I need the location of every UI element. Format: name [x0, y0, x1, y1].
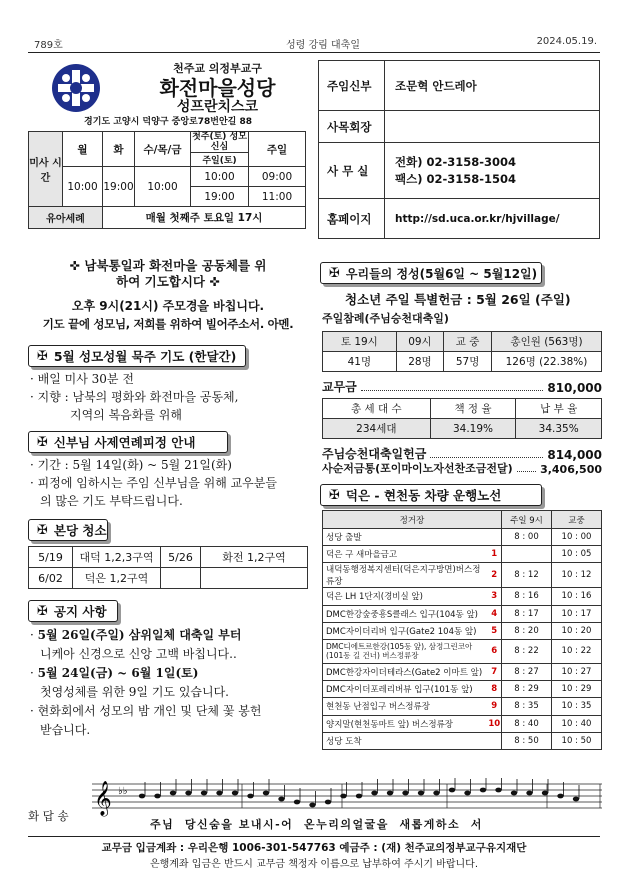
mass-label: 미사 시간 — [29, 132, 63, 207]
bus-stop-name: DMC한강숲중흥S클래스 입구(104동 앞) — [323, 605, 488, 622]
bus-row — [323, 588, 602, 605]
bus-row — [323, 622, 602, 639]
bus-stop-name: 성당 도착 — [323, 732, 488, 749]
cleaning-area: 화전 1,2구역 — [201, 547, 308, 568]
notice-item-6: 받습니다. — [40, 723, 91, 737]
phone-number: 02-3158-3004 — [426, 154, 517, 169]
bus-time-9am — [502, 546, 552, 563]
mass-col-tue: 화 — [103, 132, 135, 167]
footer-divider — [28, 836, 600, 837]
parish-info-table — [318, 60, 600, 239]
issue-number: 789호 — [34, 40, 63, 51]
bus-row — [323, 715, 602, 732]
dues-col: 책 정 율 — [430, 399, 516, 419]
prayer-line-1: 오후 9시(21시) 주모경을 바칩니다. — [71, 299, 265, 313]
notice-item-1: 5월 26일(주일) 삼위일체 대축일 부터 — [37, 628, 242, 642]
bus-stop-number — [488, 732, 502, 749]
pastor-label: 주임신부 — [319, 61, 385, 111]
parish-address: 경기도 고양시 덕양구 중앙로78번안길 88 — [84, 117, 252, 127]
hymn-note — [449, 788, 455, 793]
attend-col: 토 19시 — [323, 332, 397, 352]
bus-stop-number: 4 — [488, 605, 502, 622]
cleaning-header — [28, 519, 108, 541]
notice-item-3: 5월 24일(금) ~ 6월 1일(토) — [37, 666, 199, 680]
hymn-note — [356, 794, 362, 799]
bus-stop-number: 3 — [488, 588, 502, 605]
mass-mon-time: 10:00 — [63, 167, 103, 207]
hymn-note — [263, 791, 269, 796]
bus-time-9am: 8 : 35 — [502, 698, 552, 715]
cleaning-date: 5/19 — [29, 547, 73, 568]
cross-icon: ✜ — [69, 258, 80, 273]
bus-stop-name: 내덕동행정복지센터(덕은지구방면)버스정류장 — [323, 563, 488, 588]
attend-val: 57명 — [444, 352, 492, 372]
bus-row — [323, 529, 602, 546]
office-label: 사 무 실 — [319, 143, 385, 199]
bus-stop-number: 10 — [488, 715, 502, 732]
mass-col-sun: 주일 — [249, 132, 306, 167]
hymn-staff — [92, 778, 602, 820]
bus-stop-number: 5 — [488, 622, 502, 639]
bus-time-9am: 8 : 27 — [502, 663, 552, 680]
bus-time-main: 10 : 16 — [552, 588, 602, 605]
bus-title: 덕은 - 현천동 차량 운행노선 — [345, 488, 502, 503]
hymn-note — [526, 791, 532, 796]
bus-row — [323, 732, 602, 749]
dues-val: 234세대 — [323, 419, 431, 439]
bus-stop-name: DMC한강자이더테라스(Gate2 이마트 앞) — [323, 663, 488, 680]
mass-time-table — [28, 131, 306, 229]
bus-time-main: 10 : 12 — [552, 563, 602, 588]
mass-col-sat: 주일(토) — [191, 153, 249, 167]
notice-item-5: 현화회에서 성모의 밤 개인 및 단체 꽃 봉헌 — [37, 704, 262, 718]
welfare-label: 사순저금통(포이마이노자선찬조금전달) — [322, 462, 513, 475]
bus-stop-number: 7 — [488, 663, 502, 680]
mass-sat-time-1: 10:00 — [191, 167, 249, 187]
hymn-note — [294, 800, 300, 805]
bus-stop-name: 덕은 구 새마을금고 — [323, 546, 488, 563]
retreat-header — [28, 431, 228, 453]
attend-val: 126명 (22.38%) — [492, 352, 602, 372]
hymn-note — [201, 791, 207, 796]
bus-time-9am: 8 : 22 — [502, 639, 552, 663]
bus-time-9am: 8 : 40 — [502, 715, 552, 732]
hymn-note — [557, 794, 563, 799]
hymn-note — [418, 791, 424, 796]
may-item-2: 지향 : 남북의 평화와 화전마을 공동체, — [37, 390, 239, 404]
cleaning-title: 본당 청소 — [53, 523, 107, 538]
footer-notice: 은행계좌 입금은 반드시 교무금 책정자 이름으로 납부하여 주시기 바랍니다. — [149, 859, 479, 869]
bus-time-main: 10 : 22 — [552, 639, 602, 663]
homepage-label: 홈페이지 — [319, 199, 385, 239]
bus-stop-name: 현천동 난점입구 버스정류장 — [323, 698, 488, 715]
page-header — [28, 36, 597, 50]
bus-stop-number: 1 — [488, 546, 502, 563]
hymn-note — [387, 791, 393, 796]
prayer-line-2: 기도 끝에 성모님, 저희를 위하여 빌어주소서. 아멘. — [42, 317, 294, 331]
hymn-note — [325, 800, 331, 805]
hymn-note — [433, 791, 439, 796]
bus-stop-name: DMC디에트르한강(105동 앞), 삼정그린코아(101동 길 건너) 버스정류장 — [323, 639, 488, 663]
bus-time-main: 10 : 40 — [552, 715, 602, 732]
may-item-3: 지역의 복음화를 위해 — [70, 408, 182, 422]
bus-time-9am: 8 : 29 — [502, 681, 552, 698]
bus-time-9am: 8 : 17 — [502, 605, 552, 622]
mass-wed-time: 10:00 — [135, 167, 191, 207]
bus-time-9am: 8 : 00 — [502, 529, 552, 546]
feast-title: 성령 강림 대축일 — [286, 40, 360, 51]
bus-row — [323, 605, 602, 622]
bus-stop-name: DMC자이더리버 입구(Gate2 104동 앞) — [323, 622, 488, 639]
cleaning-area: 대덕 1,2,3구역 — [73, 547, 161, 568]
hymn-label: 화 답 송 — [28, 809, 69, 823]
footer-account: 교무금 입금계좌 : 우리은행 1006-301-547763 예금주 : (재) 천주교의정부교구유지재단 — [101, 842, 527, 854]
mass-tue-time: 19:00 — [103, 167, 135, 207]
bus-time-9am: 8 : 12 — [502, 563, 552, 588]
parish-patron: 성프란치스코 — [176, 99, 259, 115]
issue-date: 2024.05.19. — [536, 36, 597, 47]
hymn-lyrics: 주님 당신숨을 보내시-어 온누리의얼굴을 새롭게하소 서 — [150, 818, 483, 831]
svg-text:♭♭: ♭♭ — [118, 786, 128, 797]
bus-route-table — [322, 510, 602, 750]
offering-header — [320, 262, 542, 284]
bus-col-stop: 정거장 — [323, 511, 502, 529]
hymn-note — [232, 791, 238, 796]
hymn-note — [309, 803, 315, 808]
fax-label: 팩스) — [395, 171, 423, 186]
bus-time-main: 10 : 20 — [552, 622, 602, 639]
attend-val: 41명 — [323, 352, 397, 372]
bus-time-main: 10 : 05 — [552, 546, 602, 563]
hymn-note — [371, 791, 377, 796]
hymn-note — [340, 794, 346, 799]
bus-stop-name: DMC자이더포레리버뷰 입구(101동 앞) — [323, 681, 488, 698]
offering-title: 우리들의 정성(5월6일 ~ 5월12일) — [345, 266, 538, 281]
bus-row — [323, 698, 602, 715]
parish-logo-icon — [50, 62, 102, 114]
hymn-note — [216, 791, 222, 796]
ascension-value: 814,000 — [547, 448, 602, 462]
bus-time-main: 10 : 50 — [552, 732, 602, 749]
hymn-note — [402, 791, 408, 796]
cross-icon: ✠ — [329, 487, 340, 503]
cleaning-area: 덕은 1,2구역 — [73, 568, 161, 589]
council-label: 사목회장 — [319, 111, 385, 143]
cross-icon: ✠ — [37, 348, 48, 364]
attend-col: 09시 — [396, 332, 444, 352]
bus-stop-number: 2 — [488, 563, 502, 588]
svg-text:𝄞: 𝄞 — [94, 781, 112, 816]
dues-row — [322, 378, 602, 395]
cross-icon: ✠ — [329, 265, 340, 281]
retreat-item-2: 피정에 임하시는 주임 신부님을 위해 교우분들 — [37, 476, 277, 490]
notice-list: · 5월 26일(주일) 삼위일체 대축일 부터 니케아 신경으로 신앙 고백 바칩니다.. · 5월 24일(금) ~ 6월 1일(토) 첫영성체를 위한 9일 기도 있습니다. · 현화회에서 성모의 밤 개인 및 단체 꽃 봉헌 받습니다. — [30, 626, 312, 740]
bus-stop-number: 6 — [488, 639, 502, 663]
dues-label: 교무금 — [322, 380, 357, 394]
may-item-1: 배일 미사 30분 전 — [37, 372, 134, 386]
dues-val: 34.35% — [516, 419, 602, 439]
hymn-note — [464, 791, 470, 796]
dues-table — [322, 398, 602, 439]
hymn-note — [247, 794, 253, 799]
hymn-note — [185, 791, 191, 796]
header-divider — [28, 52, 600, 53]
bus-stop-number — [488, 529, 502, 546]
cleaning-area — [201, 568, 308, 589]
hymn-note — [511, 791, 517, 796]
diocese-name: 천주교 의정부교구 — [173, 62, 262, 75]
bus-col-9am: 주일 9시 — [502, 511, 552, 529]
cleaning-date: 5/26 — [161, 547, 201, 568]
bus-row — [323, 681, 602, 698]
retreat-list: · 기간 : 5월 14일(화) ~ 5월 21일(화) · 피정에 임하시는 주임 신부님을 위해 교우분들 의 많은 기도 부탁드립니다. — [30, 456, 312, 510]
attend-col: 총인원 (563명) — [492, 332, 602, 352]
bus-stop-name: 성당 출발 — [323, 529, 488, 546]
bus-stop-name: 덕은 LH 1단지(경비실 앞) — [323, 588, 488, 605]
bus-time-main: 10 : 17 — [552, 605, 602, 622]
mass-sun-time-2: 11:00 — [249, 187, 306, 207]
notice-header — [28, 600, 118, 622]
infant-baptism-label: 유아세례 — [29, 207, 103, 229]
hymn-note — [573, 797, 579, 802]
prayer-title: 남북통일과 화전마을 공동체를 위하여 기도합시다 — [84, 258, 267, 289]
retreat-title: 신부님 사제연례피정 안내 — [53, 435, 196, 450]
bus-stop-number: 9 — [488, 698, 502, 715]
attendance-table — [322, 331, 602, 372]
welfare-row — [322, 460, 602, 476]
hymn-note — [139, 794, 145, 799]
bus-row — [323, 639, 602, 663]
ascension-label: 주님승천대축일헌금 — [322, 447, 427, 461]
infant-baptism-text: 매월 첫째주 토요일 17시 — [103, 207, 306, 229]
pastor-name: 조문혁 안드레아 — [385, 61, 600, 111]
bus-stop-number: 8 — [488, 681, 502, 698]
bus-row — [323, 663, 602, 680]
hymn-note — [480, 788, 486, 793]
phone-label: 전화) — [395, 154, 423, 169]
fax-number: 02-3158-1504 — [426, 171, 517, 186]
bus-time-9am: 8 : 20 — [502, 622, 552, 639]
homepage-link[interactable]: http://sd.uca.or.kr/hjvillage/ — [385, 199, 600, 239]
may-rosary-header — [28, 345, 246, 367]
notice-item-2: 니케아 신경으로 신앙 고백 바칩니다.. — [40, 647, 237, 661]
attend-val: 28명 — [396, 352, 444, 372]
hymn-note — [495, 788, 501, 793]
welfare-value: 3,406,500 — [540, 463, 602, 476]
cleaning-date: 6/02 — [29, 568, 73, 589]
mass-col-firstsat: 첫주(토) 성모신심 — [192, 132, 247, 152]
notice-title: 공지 사항 — [53, 604, 107, 619]
bus-time-9am: 8 : 50 — [502, 732, 552, 749]
bus-row — [323, 563, 602, 588]
hymn-note — [542, 791, 548, 796]
may-rosary-list: · 배일 미사 30분 전 · 지향 : 남북의 평화와 화전마을 공동체, 지역의 복음화를 위해 — [30, 370, 310, 424]
cross-icon-2: ✜ — [209, 274, 220, 289]
bus-time-main: 10 : 27 — [552, 663, 602, 680]
notice-item-4: 첫영성체를 위한 9일 기도 있습니다. — [40, 685, 229, 699]
bus-time-9am: 8 : 16 — [502, 588, 552, 605]
hymn-note — [278, 797, 284, 802]
mass-col-wed: 수/목/금 — [135, 132, 191, 167]
bus-time-main: 10 : 35 — [552, 698, 602, 715]
dues-col: 납 부 율 — [516, 399, 602, 419]
hymn-note — [154, 794, 160, 799]
bus-time-main: 10 : 00 — [552, 529, 602, 546]
cross-icon: ✠ — [37, 522, 48, 538]
cleaning-date — [161, 568, 201, 589]
may-rosary-title: 5월 성모성월 묵주 기도 (한달간) — [53, 349, 237, 364]
cross-icon: ✠ — [37, 603, 48, 619]
hymn-note — [170, 791, 176, 796]
cross-icon: ✠ — [37, 434, 48, 450]
dues-val: 34.19% — [430, 419, 516, 439]
retreat-item-1: 기간 : 5월 14일(화) ~ 5월 21일(화) — [37, 458, 232, 472]
bus-time-main: 10 : 29 — [552, 681, 602, 698]
bus-col-main: 교중 — [552, 511, 602, 529]
dues-col: 총 세 대 수 — [323, 399, 431, 419]
mass-sat-time-2: 19:00 — [191, 187, 249, 207]
attendance-label: 주일참례(주님승천대축일) — [322, 312, 449, 325]
cleaning-table — [28, 546, 308, 589]
council-value — [385, 111, 600, 143]
mass-col-mon: 월 — [63, 132, 103, 167]
bus-header — [320, 484, 542, 506]
bus-stop-name: 양지말(현천동마트 앞) 버스정류장 — [323, 715, 488, 732]
parish-name: 화전마을성당 — [159, 76, 276, 100]
special-offering: 청소년 주일 특별헌금 : 5월 26일 (주일) — [345, 292, 571, 307]
retreat-item-3: 의 많은 기도 부탁드립니다. — [40, 494, 183, 508]
mass-sun-time-1: 09:00 — [249, 167, 306, 187]
dues-value: 810,000 — [547, 381, 602, 395]
attend-col: 교 중 — [444, 332, 492, 352]
bus-row — [323, 546, 602, 563]
